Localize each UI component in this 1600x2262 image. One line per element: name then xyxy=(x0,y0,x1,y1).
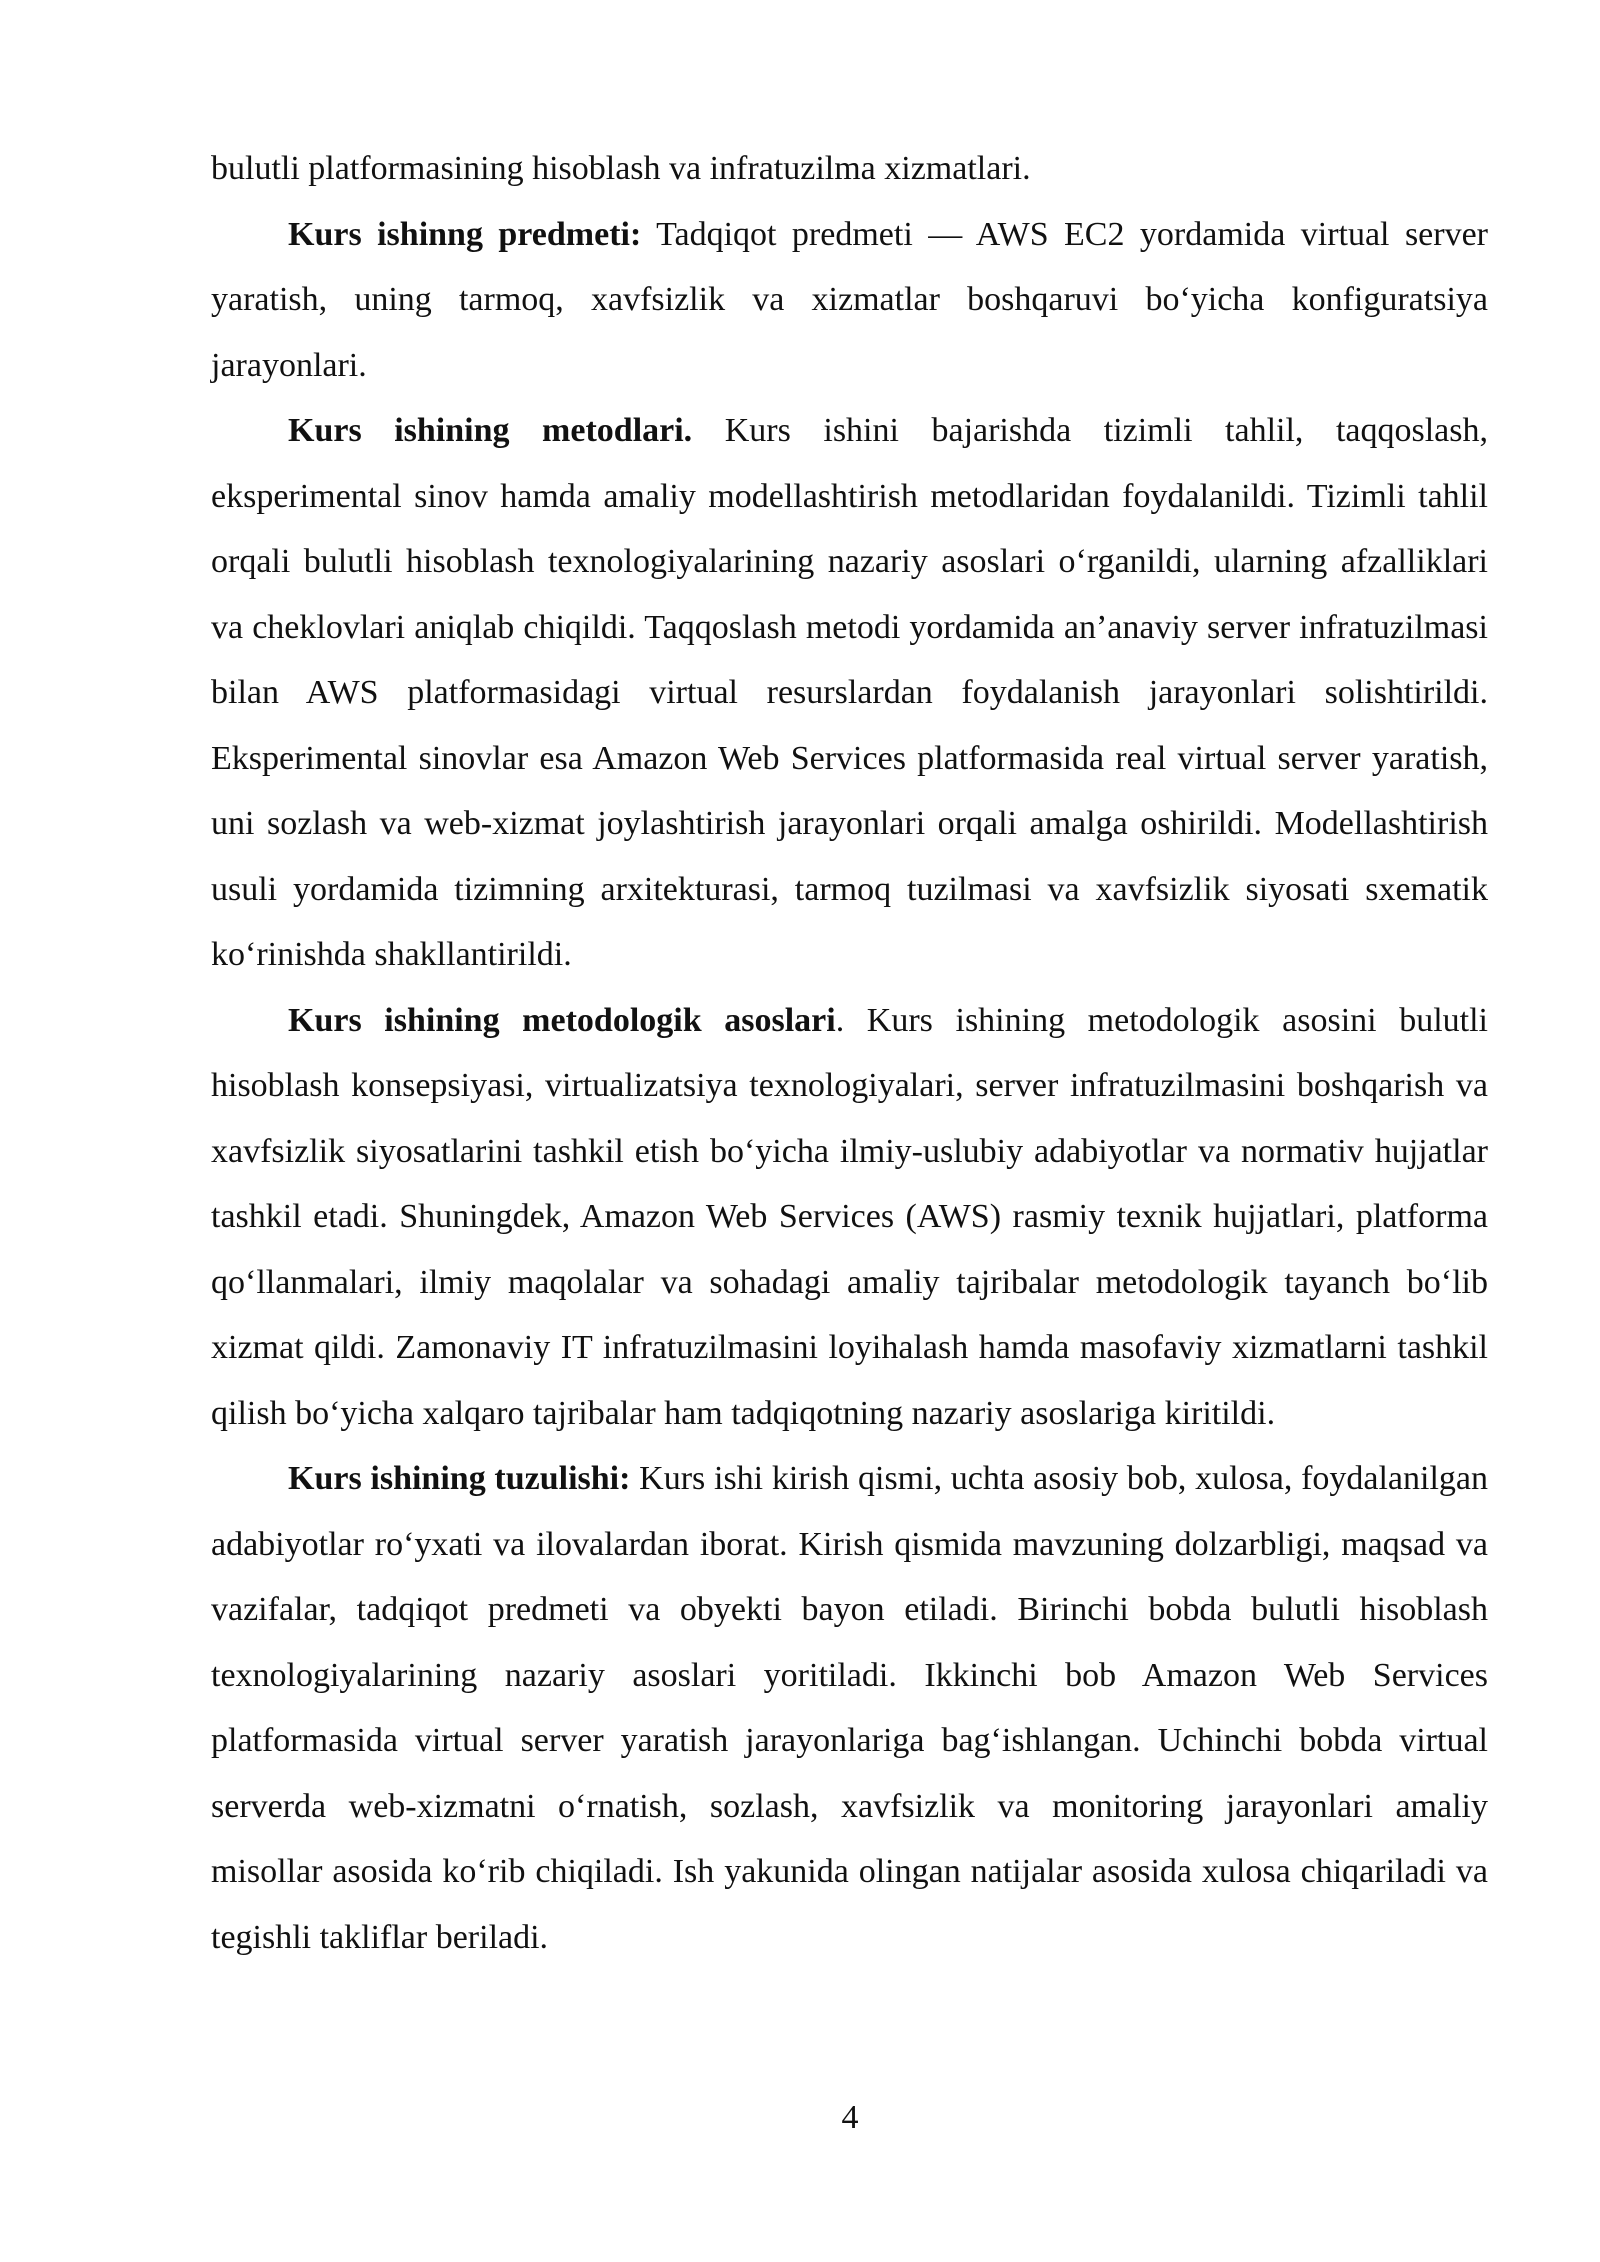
paragraph-text: Kurs ishi kirish qismi, uchta asosiy bob, xulosa, foydalanilgan adabiyotlar ro‘yxati va ilovalardan iborat. Kirish qismida mavzuning dolzarbligi, maqsad va vazifalar, tadqiqot predmeti va obyekti bayon etiladi. Birinchi bobda bulutli hisoblash texnologiyalarining nazariy asoslari yoritiladi. Ikkinchi bob Amazon Web Services platformasida virtual server yaratish jarayonlariga bag‘ishlangan. Uchinchi bobda virtual serverda web-xizmatni o‘rnatish, sozlash, xavfsizlik va monitoring jarayonlari amaliy misollar asosida ko‘rib chiqiladi. Ish yakunida olingan natijalar asosida xulosa chiqariladi va tegishli takliflar beriladi. xyxy=(211,1460,1488,1956)
paragraph-structure xyxy=(211,1446,1488,1970)
paragraph-text: Tadqiqot predmeti — AWS EC2 yordamida virtual server yaratish, uning tarmoq, xavfsizlik va xizmatlar boshqaruvi bo‘yicha konfiguratsiya jarayonlari. xyxy=(211,215,1488,384)
paragraph-methods xyxy=(211,398,1488,988)
paragraph-heading: Kurs ishinng predmeti: xyxy=(288,215,642,253)
paragraph-heading: Kurs ishining tuzulishi: xyxy=(288,1460,631,1497)
document-page xyxy=(211,136,1488,1970)
paragraph-methodology xyxy=(211,988,1488,1447)
paragraph-heading: Kurs ishining metodologik asoslari xyxy=(288,1001,836,1039)
paragraph-subject xyxy=(211,202,1488,399)
paragraph-heading: Kurs ishining metodlari. xyxy=(288,412,693,449)
paragraph-text: Kurs ishini bajarishda tizimli tahlil, taqqoslash, eksperimental sinov hamda amaliy modellashtirish metodlaridan foydalanildi. Tizimli tahlil orqali bulutli hisoblash texnologiyalarining nazariy asoslari o‘rganildi, ularning afzalliklari va cheklovlari aniqlab chiqildi. Taqqoslash metodi yordamida an’anaviy server infratuzilmasi bilan AWS platformasidagi virtual resurslardan foydalanish jarayonlari solishtirildi. Eksperimental sinovlar esa Amazon Web Services platformasida real virtual server yaratish, uni sozlash va web-xizmat joylashtirish jarayonlari orqali amalga oshirildi. Modellashtirish usuli yordamida tizimning arxitekturasi, tarmoq tuzilmasi va xavfsizlik siyosati sxematik ko‘rinishda shakllantirildi. xyxy=(211,412,1488,973)
paragraph-text: bulutli platformasining hisoblash va infratuzilma xizmatlari. xyxy=(211,150,1031,187)
paragraph-text: . Kurs ishining metodologik asosini bulutli hisoblash konsepsiyasi, virtualizatsiya texnologiyalari, server infratuzilmasini boshqarish va xavfsizlik siyosatlarini tashkil etish bo‘yicha ilmiy-uslubiy adabiyotlar va normativ hujjatlar tashkil etadi. Shuningdek, Amazon Web Services (AWS) rasmiy texnik hujjatlari, platforma qo‘llanmalari, ilmiy maqolalar va sohadagi amaliy tajribalar metodologik tayanch bo‘lib xizmat qildi. Zamonaviy IT infratuzilmasini loyihalash hamda masofaviy xizmatlarni tashkil qilish bo‘yicha xalqaro tajribalar ham tadqiqotning nazariy asoslariga kiritildi. xyxy=(211,1001,1488,1432)
paragraph-continuation xyxy=(211,136,1488,202)
page-number: 4 xyxy=(841,2099,859,2136)
